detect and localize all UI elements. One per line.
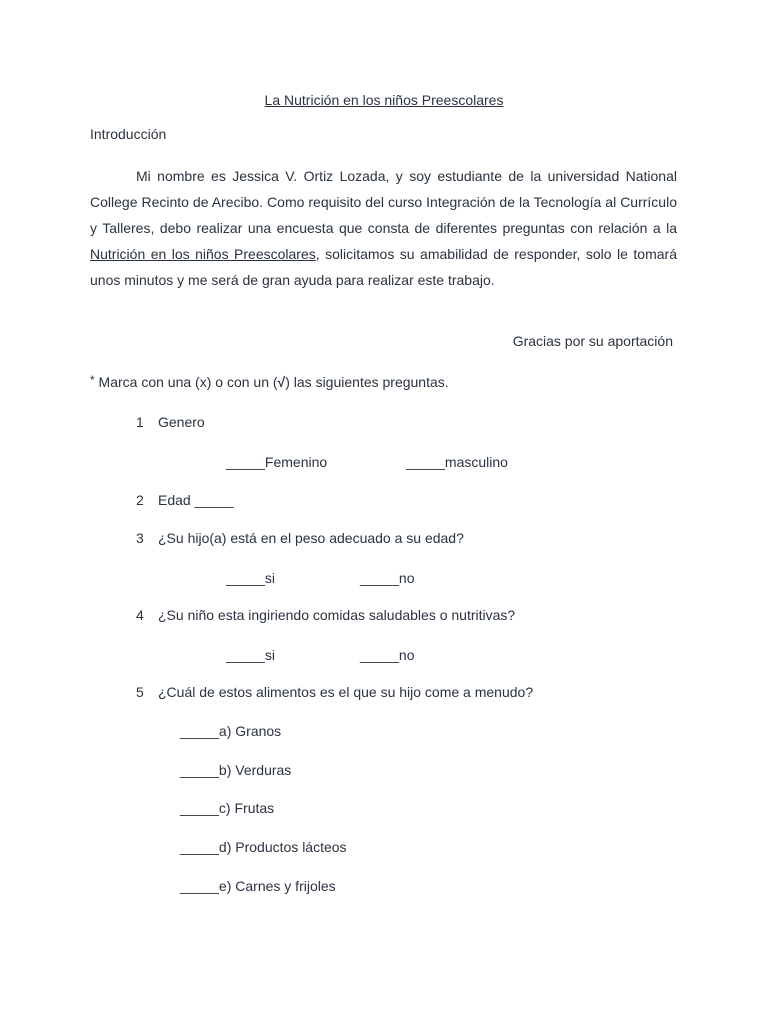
check-mark-icon: √ [277, 374, 286, 390]
intro-paragraph [90, 163, 677, 293]
instructions: * Marca con una (x) o con un (√) las siguientes preguntas. [90, 373, 449, 390]
question-5: 5 ¿Cuál de estos alimentos es el que su hijo come a menudo? [136, 684, 534, 700]
q4-option-si[interactable]: _____si [226, 647, 276, 663]
intro-text-end: , solicitamos su amabilidad de responder, solo le tomará unos minutos y me será de gran ayuda para realizar este trabajo. [90, 246, 677, 288]
q4-option-no[interactable]: _____no [360, 647, 415, 663]
question-3: 3 ¿Su hijo(a) está en el peso adecuado a su edad? [136, 530, 464, 546]
question-1: 1 Genero [136, 414, 205, 430]
q5-option-frutas[interactable]: _____c) Frutas [180, 800, 275, 816]
asterisk: * [90, 373, 95, 387]
question-4: 4 ¿Su niño esta ingiriendo comidas saludables o nutritivas? [136, 607, 516, 623]
document-title: La Nutrición en los niños Preescolares [264, 92, 504, 108]
intro-text-start: Mi nombre es Jessica V. Ortiz Lozada, y soy estudiante de la universidad National College Recinto de Arecibo. Como requisito del curso Integración de la Tecnología al Currículo y Talleres, debo realizar una encuesta que consta de diferentes preguntas con relación a la [90, 168, 677, 236]
thanks-line: Gracias por su aportación [512, 333, 673, 349]
question-2: 2 Edad _____ [136, 492, 234, 508]
q2-age-blank[interactable]: Edad _____ [158, 492, 234, 508]
intro-topic-underlined: Nutrición en los niños Preescolares [90, 246, 316, 262]
q5-option-verduras[interactable]: _____b) Verduras [180, 762, 292, 778]
q5-option-lacteos[interactable]: _____d) Productos lácteos [180, 839, 347, 855]
q1-option-masculino[interactable]: _____masculino [406, 454, 508, 470]
intro-heading: Introducción [90, 126, 167, 142]
q5-option-granos[interactable]: _____a) Granos [180, 723, 282, 739]
q1-option-femenino[interactable]: _____Femenino [226, 454, 328, 470]
q3-option-si[interactable]: _____si [226, 570, 276, 586]
q3-option-no[interactable]: _____no [360, 570, 415, 586]
q5-option-carnes-frijoles[interactable]: _____e) Carnes y frijoles [180, 878, 336, 894]
